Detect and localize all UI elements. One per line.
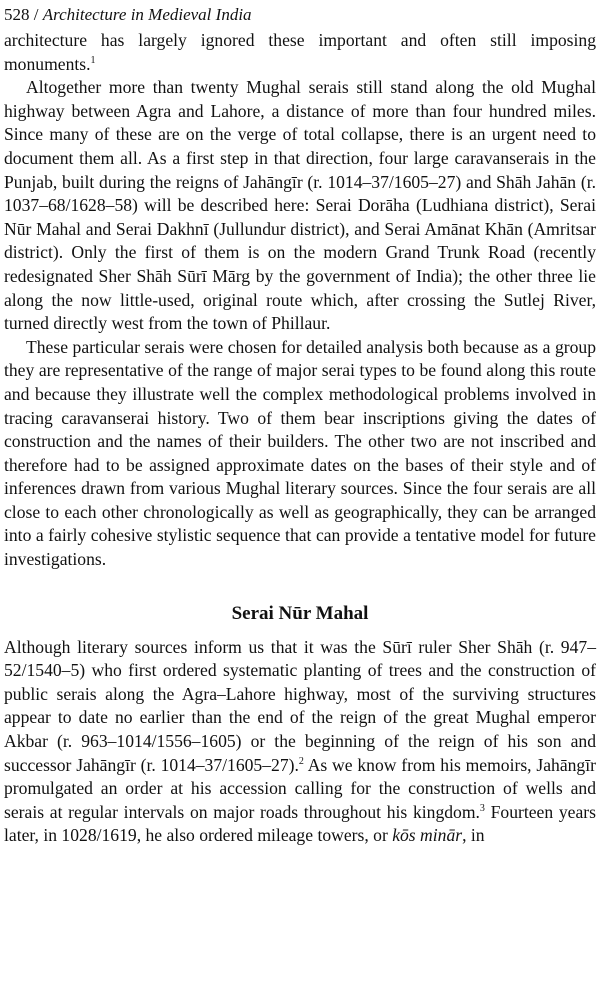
paragraph-4-part-2: As we know from his memoirs, Jahāngīr promulgated an order at his accession calling for the construction of wells and serais at regular intervals on major roads throughout his kingdom. bbox=[4, 754, 596, 822]
paragraph-3: These particular serais were chosen for detailed analysis both because as a group they are representative of the range of major serai types to be found along this route and because they illustrate well the complex methodological problems involved in tracing caravanserai history. Two of them bear inscriptions giving the dates of construction and the names of their builders. The other two are not inscribed and therefore had to be assigned approximate dates on the bases of their style and of inferences drawn from various Mughal literary sources. Since the four serais are all close to each other chronologically as well as geographically, they can be arranged into a fairly cohesive stylistic sequence that can provide a tentative model for future investigations. bbox=[4, 336, 596, 570]
paragraph-4-part-1: Although literary sources inform us that it was the Sūrī ruler Sher Shāh (r. 947–52/1540–5) who first ordered systematic planting of trees and the construction of public serais along the Agra–Lahore highway, most of the surviving structures appear to date no earlier than the end of the reign of the great Mughal emperor Akbar (r. 963–1014/1556–1605) or the beginning of the reign of his son and successor Jahāngīr (r. 1014–37/1605–27). bbox=[4, 636, 596, 775]
running-head-separator: / bbox=[29, 5, 43, 24]
running-head-title: Architecture in Medieval India bbox=[42, 5, 252, 24]
paragraph-1-text: architecture has largely ignored these important and often still imposing monuments. bbox=[4, 30, 596, 74]
paragraph-1 bbox=[4, 29, 596, 76]
paragraph-4 bbox=[4, 636, 596, 848]
paragraph-4-part-4: , in bbox=[462, 825, 485, 846]
section-heading: Serai Nūr Mahal bbox=[231, 602, 369, 624]
footnote-ref-2: 2 bbox=[298, 755, 304, 767]
running-head bbox=[4, 4, 596, 26]
term-kos-minar: kōs minār bbox=[392, 825, 463, 846]
footnote-ref-1: 1 bbox=[90, 54, 96, 66]
paragraph-2: Altogether more than twenty Mughal serais still stand along the old Mughal highway between Agra and Lahore, a distance of more than four hundred miles. Since many of these are on the verge of total collapse, there is an urgent need to document them all. As a first step in that direction, four large caravanserais in the Punjab, built during the reigns of Jahāngīr (r. 1014–37/1605–27) and Shāh Jahān (r. 1037–68/1628–58) will be described here: Serai Dorāha (Ludhiana district), Serai Nūr Mahal and Serai Dakhnī (Jullundur district), and Serai Amānat Khān (Amritsar district). Only the first of them is on the modern Grand Trunk Road (recently redesignated Sher Shāh Sūrī Mārg by the government of India); the other three lie along the now little-used, original route which, after crossing the Sutlej River, turned directly west from the town of Phillaur. bbox=[4, 77, 596, 334]
page-number: 528 bbox=[4, 5, 30, 24]
footnote-ref-3: 3 bbox=[479, 802, 485, 814]
paragraph-4-part-3: Fourteen years later, in 1028/1619, he also ordered mileage towers, or bbox=[4, 801, 596, 846]
